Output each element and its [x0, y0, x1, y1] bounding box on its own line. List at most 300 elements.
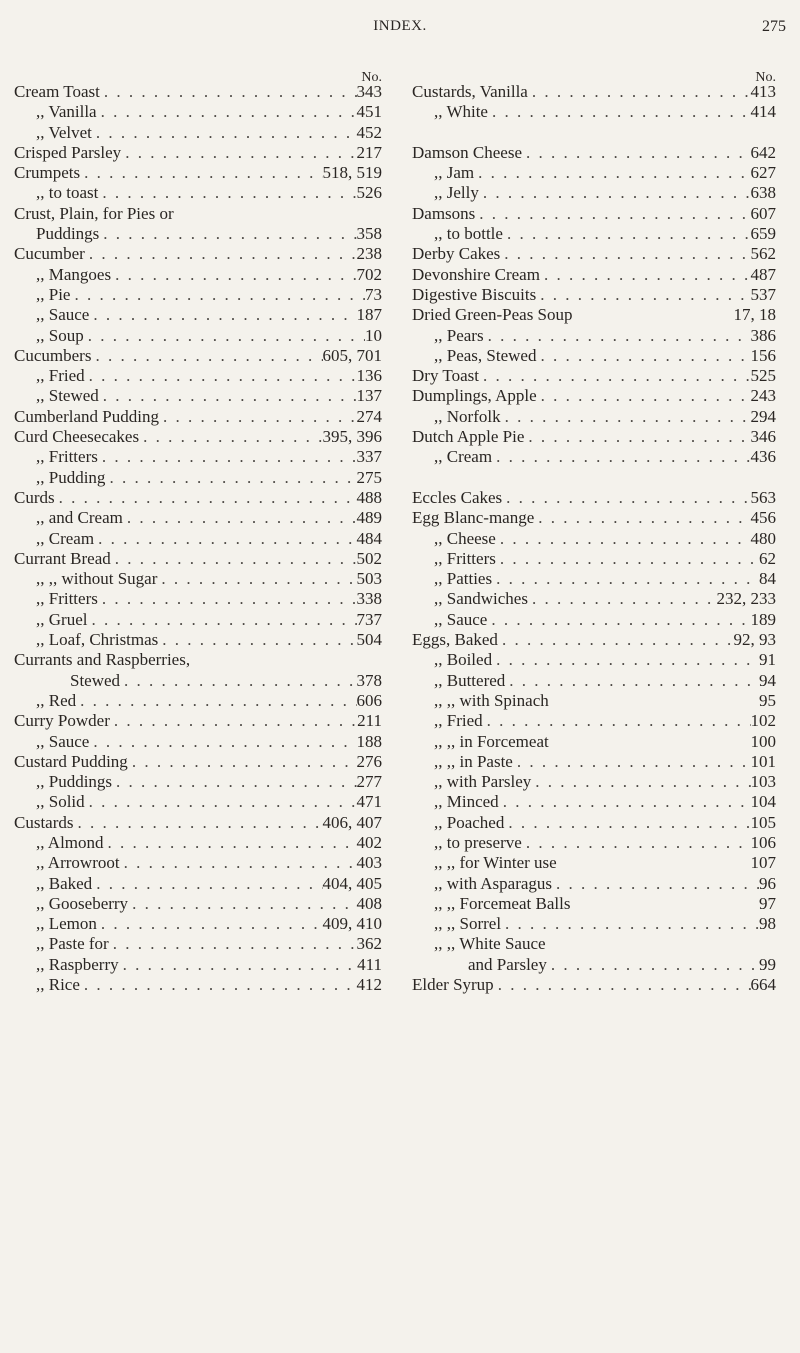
entry-label: Dry Toast: [412, 366, 479, 386]
dot-leader: [501, 407, 751, 427]
dot-leader: [121, 143, 356, 163]
dot-leader: [484, 326, 751, 346]
entry-label: Cream Toast: [14, 82, 100, 101]
dot-leader: [496, 529, 751, 549]
entry-number: 346: [750, 427, 776, 447]
entry-label: ,, Sauce: [434, 609, 488, 629]
entry-label: ,, Red: [36, 690, 77, 710]
entry-number: 277: [356, 772, 382, 792]
entry-number: 99: [759, 954, 776, 974]
entry-label: ,, with Parsley: [434, 772, 532, 792]
dot-leader: [112, 772, 356, 792]
dot-leader: [87, 610, 356, 630]
entry-label: Curry Powder: [14, 711, 110, 731]
index-entry: [14, 468, 382, 488]
index-entry: [412, 914, 776, 934]
running-title: INDEX.: [373, 18, 427, 34]
entry-label: Custards, Vanilla: [412, 82, 528, 101]
entry-label: Eccles Cakes: [412, 487, 503, 507]
entry-label: and Parsley: [468, 954, 547, 974]
entry-label: Crumpets: [14, 163, 81, 183]
entry-number: 627: [750, 163, 776, 183]
entry-number: 338: [356, 589, 382, 609]
entry-label: Dumplings, Apple: [412, 386, 537, 406]
dot-leader: [85, 792, 357, 812]
entry-label: ,, Soup: [36, 325, 84, 345]
index-entry: [14, 508, 382, 528]
index-entry: [14, 772, 382, 792]
entry-label: ,, Poached: [434, 812, 505, 832]
entry-number: 136: [356, 366, 382, 386]
entry-label: ,, Pie: [36, 284, 71, 304]
dot-leader: [537, 386, 751, 406]
index-entry: [14, 183, 382, 203]
entry-number: 188: [356, 731, 382, 751]
dot-leader: [85, 366, 357, 386]
entry-number: 412: [356, 975, 382, 995]
entry-label: ,, Vanilla: [36, 102, 97, 122]
entry-number: 232, 233: [716, 589, 776, 609]
entry-number: 276: [356, 751, 382, 771]
entry-label: Derby Cakes: [412, 244, 501, 264]
entry-label: Crisped Parsley: [14, 142, 122, 162]
dot-leader: [85, 244, 357, 264]
entry-label: ,, to bottle: [434, 224, 503, 244]
entry-label: Damsons: [412, 203, 476, 223]
dot-leader: [159, 407, 357, 427]
index-entry: [14, 285, 382, 305]
entry-number: 414: [750, 102, 776, 122]
dot-leader: [483, 711, 751, 731]
entry-number: 403: [356, 853, 382, 873]
dot-leader: [89, 305, 356, 325]
entry-number: 503: [356, 569, 382, 589]
entry-number: 386: [750, 325, 776, 345]
entry-number: 452: [356, 122, 382, 142]
index-entry: [412, 265, 776, 285]
entry-label: ,, to toast: [36, 183, 99, 203]
entry-label: ,, Jam: [434, 163, 475, 183]
entry-label: ,, Paste for: [36, 934, 109, 954]
entry-number: 10: [365, 325, 382, 345]
entry-number: 484: [356, 528, 382, 548]
dot-leader: [492, 650, 759, 670]
dot-leader: [91, 346, 322, 366]
dot-leader: [487, 610, 750, 630]
dot-leader: [128, 752, 357, 772]
number-column-heading: No.: [755, 70, 776, 85]
entry-label: ,, White: [434, 102, 488, 122]
section-gap: [412, 468, 776, 488]
dot-leader: [547, 955, 759, 975]
entry-label: Crust, Plain, for Pies or: [14, 203, 174, 223]
entry-label: ,, Peas, Stewed: [434, 345, 537, 365]
entry-label: ,, Solid: [36, 792, 85, 812]
entry-label: ,, and Cream: [36, 508, 123, 528]
entry-label: ,, ,, without Sugar: [36, 569, 158, 589]
entry-number: 489: [356, 508, 382, 528]
entry-number: 243: [750, 386, 776, 406]
index-entry: [14, 224, 382, 244]
entry-label: ,, ,, Forcemeat Balls: [434, 893, 571, 913]
entry-number: 456: [750, 508, 776, 528]
section-gap: [412, 123, 776, 143]
index-entry: [14, 386, 382, 406]
page-number: 275: [762, 18, 786, 35]
index-entry: [412, 427, 776, 447]
entry-label: ,, Pudding: [36, 467, 106, 487]
entry-label: ,, Cheese: [434, 528, 496, 548]
index-entry: [412, 955, 776, 975]
entry-label: Elder Syrup: [412, 975, 494, 995]
dot-leader: [97, 914, 323, 934]
entry-number: 187: [356, 305, 382, 325]
entry-label: Stewed: [70, 670, 121, 690]
entry-label: ,, Raspberry: [36, 954, 119, 974]
entry-label: Cucumbers: [14, 345, 92, 365]
index-entry: [14, 265, 382, 285]
dot-leader: [99, 224, 356, 244]
entry-number: 92, 93: [733, 630, 776, 650]
entry-number: 137: [356, 386, 382, 406]
dot-leader: [528, 589, 717, 609]
index-entry: [412, 183, 776, 203]
number-column-heading: No.: [361, 70, 382, 85]
entry-number: 105: [750, 812, 776, 832]
entry-label: Cumberland Pudding: [14, 406, 159, 426]
dot-leader: [522, 143, 750, 163]
entry-label: ,, Buttered: [434, 670, 506, 690]
entry-number: 62: [759, 548, 776, 568]
entry-number: 362: [356, 934, 382, 954]
entry-label: Custard Pudding: [14, 751, 128, 771]
index-entry: [14, 691, 382, 711]
entry-number: 642: [750, 142, 776, 162]
dot-leader: [97, 102, 357, 122]
entry-number: 562: [750, 244, 776, 264]
index-entry: [14, 569, 382, 589]
entry-label: ,, Sandwiches: [434, 589, 528, 609]
index-entry: [14, 529, 382, 549]
index-entry: [412, 813, 776, 833]
index-entry: [14, 589, 382, 609]
entry-label: Damson Cheese: [412, 142, 523, 162]
entry-label: ,, Fried: [434, 711, 483, 731]
index-entry: [412, 407, 776, 427]
entry-number: 563: [750, 487, 776, 507]
dot-leader: [498, 630, 734, 650]
entry-number: 409, 410: [322, 914, 382, 934]
dot-leader: [80, 975, 357, 995]
entry-number: 17, 18: [733, 305, 776, 325]
dot-leader: [552, 874, 759, 894]
dot-leader: [524, 427, 750, 447]
dot-leader: [98, 447, 357, 467]
entry-label: ,, ,, with Spinach: [434, 690, 549, 710]
index-entry: [14, 102, 382, 122]
entry-label: Dried Green-Peas Soup: [412, 305, 573, 325]
entry-label: ,, to preserve: [434, 832, 522, 852]
entry-number: 95: [759, 690, 776, 710]
entry-label: ,, Mangoes: [36, 264, 112, 284]
dot-leader: [111, 265, 356, 285]
index-entry: [412, 630, 776, 650]
dot-leader: [104, 833, 357, 853]
index-entry: [412, 772, 776, 792]
dot-leader: [499, 792, 751, 812]
entry-number: 84: [759, 569, 776, 589]
entry-number: 211: [357, 711, 382, 731]
index-entry: [412, 853, 776, 873]
index-entry: [14, 447, 382, 467]
entry-number: 659: [750, 224, 776, 244]
entry-number: 94: [759, 670, 776, 690]
dot-leader: [119, 955, 358, 975]
dot-leader: [536, 346, 750, 366]
page-header: [0, 18, 800, 38]
index-entry: [14, 955, 382, 975]
entry-number: 98: [759, 914, 776, 934]
entry-number: 238: [356, 244, 382, 264]
dot-leader: [528, 82, 751, 102]
index-entry: [412, 224, 776, 244]
dot-leader: [496, 549, 759, 569]
dot-leader: [92, 123, 357, 143]
entry-number: 101: [750, 751, 776, 771]
dot-leader: [80, 163, 322, 183]
index-entry: [14, 549, 382, 569]
index-entry: [14, 792, 382, 812]
dot-leader: [99, 386, 357, 406]
entry-label: ,, Cream: [434, 447, 493, 467]
index-entry: [412, 934, 776, 954]
index-entry: [412, 163, 776, 183]
entry-number: 103: [750, 772, 776, 792]
entry-number: 664: [750, 975, 776, 995]
entry-label: ,, Fritters: [36, 447, 98, 467]
index-entry: [14, 610, 382, 630]
dot-leader: [536, 285, 750, 305]
dot-leader: [120, 853, 357, 873]
entry-number: 526: [356, 183, 382, 203]
entry-number: 487: [750, 264, 776, 284]
index-entry: [412, 386, 776, 406]
index-entry: [412, 143, 776, 163]
index-entry: [14, 894, 382, 914]
index-entry: [14, 143, 382, 163]
entry-number: 638: [750, 183, 776, 203]
entry-number: 337: [356, 447, 382, 467]
dot-leader: [479, 183, 751, 203]
index-column-right: [412, 68, 776, 995]
index-entry: [14, 326, 382, 346]
entry-number: 404, 405: [322, 873, 382, 893]
dot-leader: [76, 691, 356, 711]
entry-label: ,, with Asparagus: [434, 873, 553, 893]
entry-label: Cucumber: [14, 244, 85, 264]
index-entry: [412, 610, 776, 630]
dot-leader: [494, 975, 751, 995]
index-entry: [14, 427, 382, 447]
dot-leader: [157, 569, 356, 589]
entry-label: ,, Puddings: [36, 772, 113, 792]
index-entry: [14, 833, 382, 853]
entry-label: ,, Lemon: [36, 914, 97, 934]
index-entry: [14, 204, 382, 224]
entry-number: 106: [750, 832, 776, 852]
entry-label: Curds: [14, 487, 55, 507]
index-entry: [412, 326, 776, 346]
dot-leader: [479, 366, 751, 386]
dot-leader: [92, 874, 322, 894]
entry-label: ,, Patties: [434, 569, 493, 589]
entry-number: 100: [750, 731, 776, 751]
entry-label: Eggs, Baked: [412, 630, 498, 650]
entry-number: 488: [356, 487, 382, 507]
entry-number: 294: [750, 406, 776, 426]
entry-number: 518, 519: [322, 163, 382, 183]
dot-leader: [128, 894, 356, 914]
index-entry: [412, 549, 776, 569]
entry-label: ,, ,, Sorrel: [434, 914, 502, 934]
index-entry: [14, 650, 382, 670]
dot-leader: [505, 671, 759, 691]
entry-number: 402: [356, 832, 382, 852]
entry-number: 104: [750, 792, 776, 812]
index-entry: [14, 853, 382, 873]
dot-leader: [55, 488, 357, 508]
dot-leader: [500, 244, 750, 264]
index-entry: [14, 752, 382, 772]
index-entry: [412, 711, 776, 731]
index-entry: [14, 813, 382, 833]
index-entry: [412, 204, 776, 224]
dot-leader: [94, 529, 356, 549]
entry-label: Egg Blanc-mange: [412, 508, 535, 528]
dot-leader: [492, 447, 750, 467]
dot-leader: [503, 224, 751, 244]
entry-number: 702: [356, 264, 382, 284]
entry-label: ,, Minced: [434, 792, 499, 812]
entry-label: ,, Boiled: [434, 650, 493, 670]
entry-number: 408: [356, 893, 382, 913]
index-entry: [14, 407, 382, 427]
entry-number: 436: [750, 447, 776, 467]
entry-label: ,, ,, in Forcemeat: [434, 731, 549, 751]
index-entry: [412, 691, 776, 711]
entry-label: ,, Sauce: [36, 305, 90, 325]
index-entry: [412, 975, 776, 995]
dot-leader: [488, 102, 751, 122]
dot-leader: [540, 265, 751, 285]
entry-number: 406, 407: [322, 812, 382, 832]
index-entry: [14, 305, 382, 325]
entry-number: 378: [356, 670, 382, 690]
entry-number: 411: [357, 954, 382, 974]
entry-label: ,, Fritters: [36, 589, 98, 609]
index-entry: [412, 833, 776, 853]
index-entry: [412, 732, 776, 752]
entry-number: 525: [750, 366, 776, 386]
index-entry: [14, 914, 382, 934]
entry-label: ,, Stewed: [36, 386, 99, 406]
index-entry: [412, 305, 776, 325]
dot-leader: [534, 508, 750, 528]
entry-number: 96: [759, 873, 776, 893]
dot-leader: [474, 163, 750, 183]
entry-label: Curd Cheesecakes: [14, 427, 140, 447]
index-entry: [412, 874, 776, 894]
index-entry: [14, 123, 382, 143]
dot-leader: [502, 488, 750, 508]
index-entry: [14, 671, 382, 691]
entry-label: Devonshire Cream: [412, 264, 540, 284]
entry-label: Dutch Apple Pie: [412, 427, 525, 447]
entry-number: 217: [356, 142, 382, 162]
index-column-left: [14, 68, 382, 995]
entry-label: ,, Velvet: [36, 122, 92, 142]
entry-label: ,, Baked: [36, 873, 93, 893]
dot-leader: [110, 711, 357, 731]
index-entry: [412, 285, 776, 305]
index-entry: [412, 671, 776, 691]
index-entry: [14, 934, 382, 954]
entry-number: 343: [356, 82, 382, 101]
index-entry: [14, 732, 382, 752]
entry-number: 107: [750, 853, 776, 873]
index-entry: [412, 569, 776, 589]
entry-label: ,, Jelly: [434, 183, 479, 203]
index-entry: [14, 711, 382, 731]
dot-leader: [531, 772, 750, 792]
index-entry: [14, 975, 382, 995]
index-entry: [14, 163, 382, 183]
entry-label: ,, Gruel: [36, 609, 88, 629]
dot-leader: [139, 427, 322, 447]
dot-leader: [504, 813, 750, 833]
entry-label: Puddings: [36, 224, 100, 244]
index-entry: [412, 529, 776, 549]
entry-number: 504: [356, 630, 382, 650]
entry-label: ,, Sauce: [36, 731, 90, 751]
entry-number: 275: [356, 467, 382, 487]
dot-leader: [98, 183, 356, 203]
index-entry: [412, 102, 776, 122]
index-entry: [14, 488, 382, 508]
index-entry: [14, 366, 382, 386]
entry-label: Currants and Raspberries,: [14, 650, 191, 670]
entry-label: ,, Fritters: [434, 548, 496, 568]
index-entry: [412, 589, 776, 609]
entry-number: 607: [750, 203, 776, 223]
dot-leader: [492, 569, 759, 589]
entry-number: 605, 701: [322, 345, 382, 365]
index-entry: [412, 447, 776, 467]
entry-number: 274: [356, 406, 382, 426]
index-entry: [14, 346, 382, 366]
entry-label: ,, Norfolk: [434, 406, 501, 426]
entry-label: ,, Rice: [36, 975, 80, 995]
dot-leader: [109, 934, 357, 954]
entry-number: 102: [750, 711, 776, 731]
index-entry: [14, 244, 382, 264]
dot-leader: [89, 732, 356, 752]
dot-leader: [522, 833, 751, 853]
entry-number: 91: [759, 650, 776, 670]
index-entry: [412, 82, 776, 102]
entry-number: 737: [356, 609, 382, 629]
entry-label: ,, Almond: [36, 832, 104, 852]
